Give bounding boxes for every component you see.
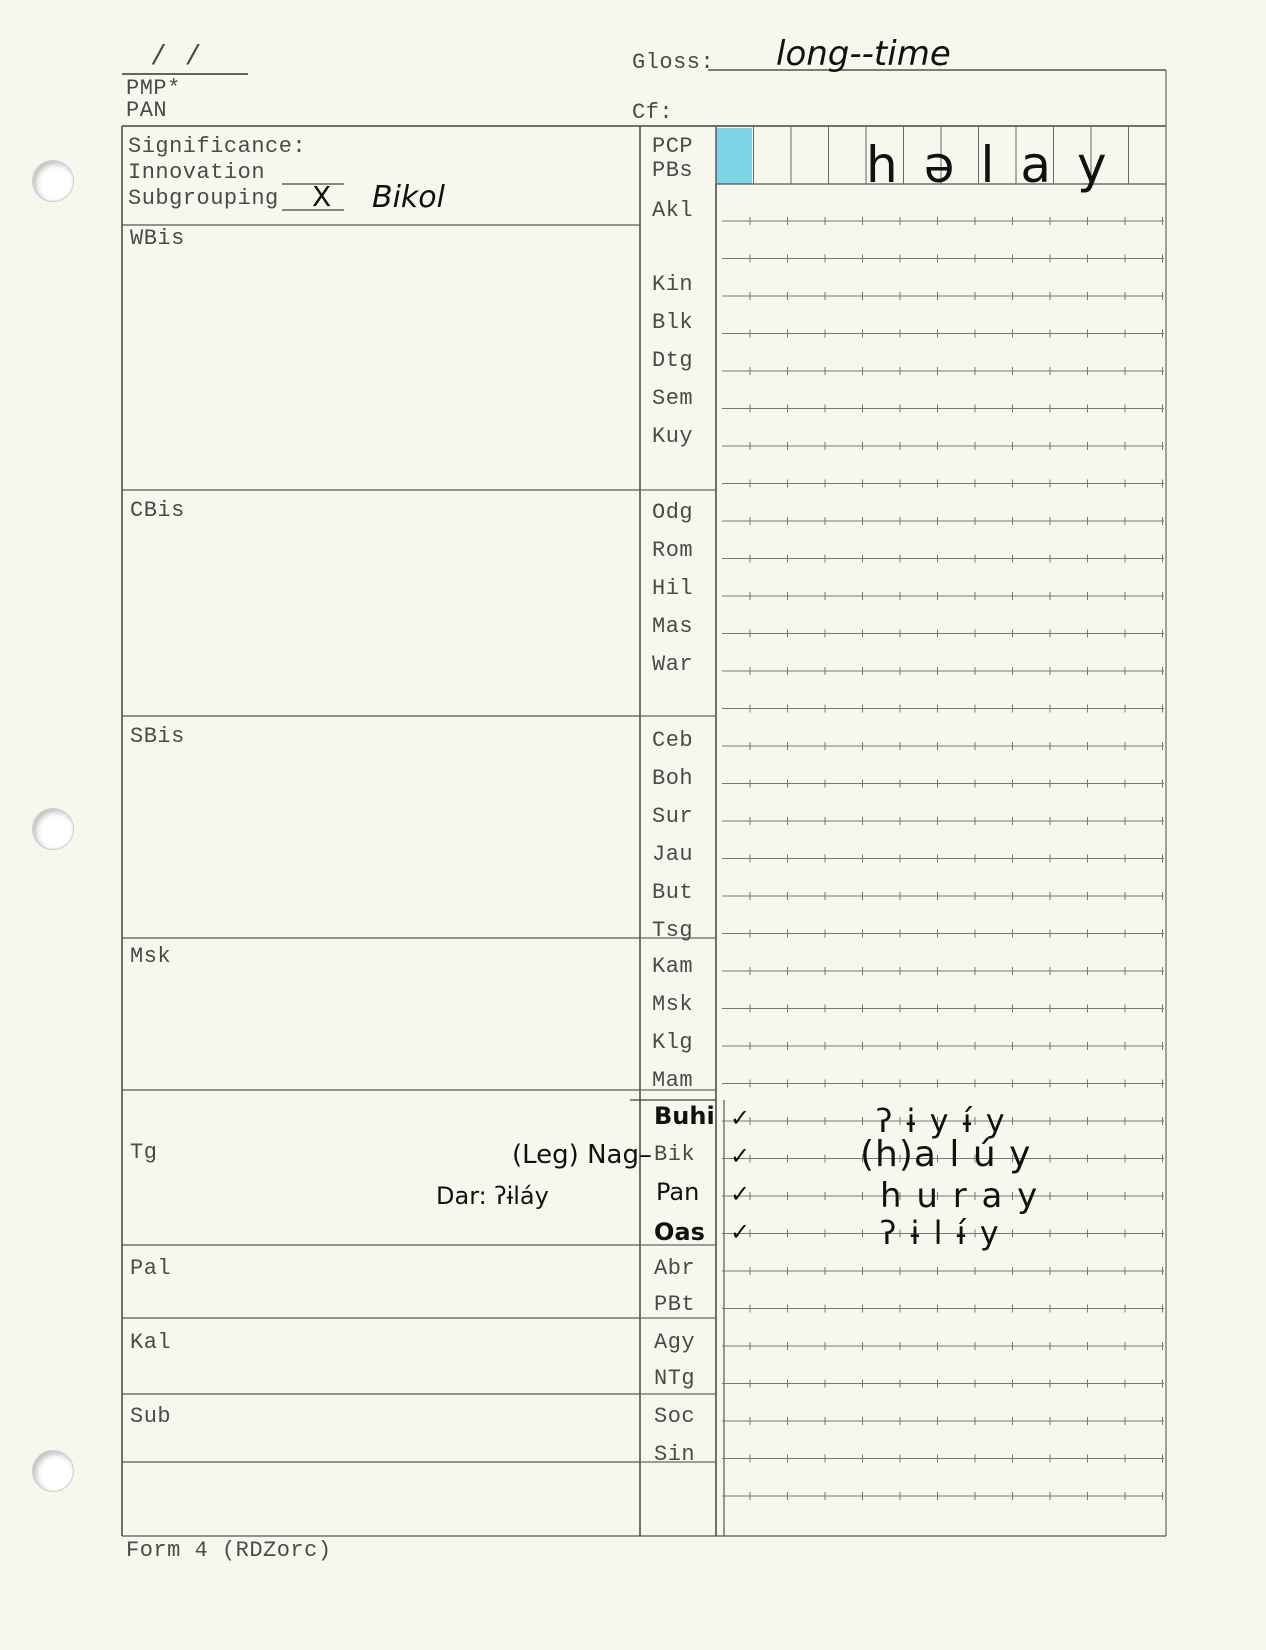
lang-abr: Abr: [654, 1256, 696, 1281]
entry-pan-form: h u r a y: [880, 1176, 1040, 1216]
lang-soc: Soc: [654, 1404, 696, 1429]
lang-mam: Mam: [652, 1068, 694, 1093]
subgrouping-mark: X: [312, 180, 332, 213]
lang-blk: Blk: [652, 310, 694, 335]
lang-agy: Agy: [654, 1330, 696, 1355]
lang-pan: Pan: [656, 1178, 700, 1206]
pan-label: PAN: [126, 98, 168, 123]
lang-bik: Bik: [654, 1142, 696, 1167]
gloss-label: Gloss:: [632, 50, 715, 75]
lang-ntg: NTg: [654, 1366, 696, 1391]
lang-war: War: [652, 652, 694, 677]
lang-dtg: Dtg: [652, 348, 694, 373]
lang-oas: Oas: [654, 1218, 705, 1246]
section-tg: Tg: [130, 1140, 158, 1165]
lang-klg: Klg: [652, 1030, 694, 1055]
reconstruction-form: həlay: [866, 136, 1133, 194]
section-sbis: SBis: [130, 724, 185, 749]
lang-rom: Rom: [652, 538, 694, 563]
entry-pan-check: ✓: [730, 1180, 751, 1208]
date-placeholder: / /: [150, 42, 202, 73]
entry-buhi-form: ʔ ɨ y ɨ́ y: [876, 1102, 1007, 1140]
lang-msk: Msk: [652, 992, 694, 1017]
lang-mas: Mas: [652, 614, 694, 639]
innovation-label: Innovation: [128, 160, 266, 185]
section-sub: Sub: [130, 1404, 172, 1429]
gloss-value: long--time: [776, 34, 951, 74]
lang-buhi: Buhi: [654, 1102, 715, 1130]
subgrouping-value: Bikol: [372, 180, 445, 215]
lang-kin: Kin: [652, 272, 694, 297]
note-leg-nag: (Leg) Nag–: [512, 1140, 652, 1170]
entry-buhi-check: ✓: [730, 1104, 751, 1132]
cf-label: Cf:: [632, 100, 674, 125]
lang-ceb: Ceb: [652, 728, 694, 753]
subgrouping-label: Subgrouping: [128, 186, 279, 211]
lang-sin: Sin: [654, 1442, 696, 1467]
lang-tsg: Tsg: [652, 918, 694, 943]
note-dar: Dar: ʔɨláy: [436, 1182, 549, 1210]
lang-pbs: PBs: [652, 158, 694, 183]
lang-hil: Hil: [652, 576, 694, 601]
lang-kuy: Kuy: [652, 424, 694, 449]
section-cbis: CBis: [130, 498, 185, 523]
lang-kam: Kam: [652, 954, 694, 979]
pmp-label: PMP*: [126, 76, 181, 101]
lang-pcp: PCP: [652, 134, 694, 159]
section-wbis: WBis: [130, 226, 185, 251]
lang-pbt: PBt: [654, 1292, 696, 1317]
entry-oas-check: ✓: [730, 1218, 751, 1246]
lang-odg: Odg: [652, 500, 694, 525]
lang-jau: Jau: [652, 842, 694, 867]
significance-title: Significance:: [128, 134, 307, 159]
form-footer-label: Form 4 (RDZorc): [126, 1538, 332, 1563]
section-msk: Msk: [130, 944, 172, 969]
entry-bik-form: (h)a l ú y: [860, 1134, 1032, 1175]
entry-bik-check: ✓: [730, 1142, 751, 1170]
lang-sem: Sem: [652, 386, 694, 411]
entry-oas-form: ʔ ɨ l ɨ́ y: [880, 1214, 1001, 1252]
lang-sur: Sur: [652, 804, 694, 829]
lang-akl: Akl: [652, 198, 694, 223]
section-kal: Kal: [130, 1330, 172, 1355]
lang-boh: Boh: [652, 766, 694, 791]
lang-but: But: [652, 880, 694, 905]
section-pal: Pal: [130, 1256, 172, 1281]
